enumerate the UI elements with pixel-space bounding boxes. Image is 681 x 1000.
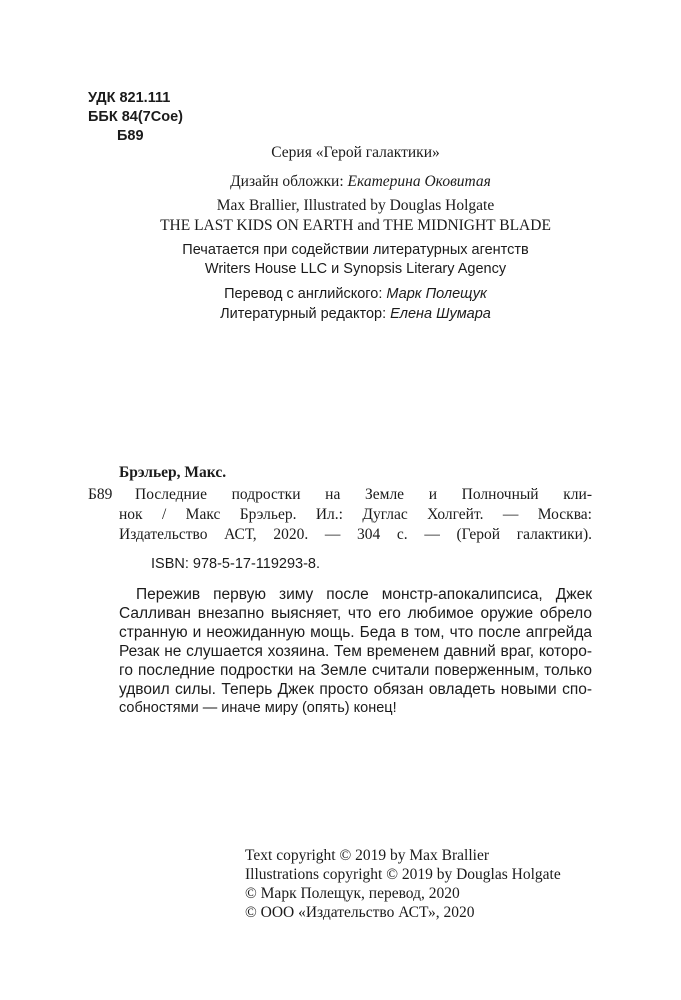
- original-title-line: THE LAST KIDS ON EARTH and THE MIDNIGHT BLADE: [160, 217, 551, 234]
- catalog-description-line-1: [135, 485, 592, 504]
- annotation-text-3: странную и неожиданную мощь. Беда в том, что после апгрейда: [119, 624, 592, 641]
- catalog-description-line-3: [119, 525, 592, 544]
- catalog-description-text-3: Издательство АСТ, 2020. — 304 с. — (Герой галактики).: [119, 526, 592, 543]
- annotation-text-2: Салливан внезапно выясняет, что его любимое оружие обрело: [119, 605, 592, 622]
- series-line: Серия «Герой галактики»: [271, 144, 440, 161]
- annotation-text-6: удвоил силы. Теперь Джек просто обязан овладеть новыми спо-: [119, 681, 592, 698]
- agency-line-1: Печатается при содействии литературных агентств: [182, 242, 529, 258]
- copyright-line-3: © Марк Полещук, перевод, 2020: [245, 885, 460, 902]
- editor-label: Литературный редактор:: [220, 306, 391, 322]
- catalog-description-line-2: [119, 505, 592, 524]
- catalog-description-text-1: Последние подростки на Земле и Полночный кли-: [135, 486, 592, 503]
- copyright-line-4: © ООО «Издательство АСТ», 2020: [245, 904, 475, 921]
- author-mark: Б89: [117, 128, 144, 144]
- copyright-line-1: Text copyright © 2019 by Max Brallier: [245, 847, 490, 864]
- cover-design-line: [20, 172, 681, 191]
- annotation-text-4: Резак не слушается хозяина. Тем временем давний враг, которо-: [119, 643, 592, 660]
- annotation-line-2: [119, 604, 592, 623]
- copyright-line-2: Illustrations copyright © 2019 by Douglas Holgate: [245, 866, 561, 883]
- agency-line-2: Writers House LLC и Synopsis Literary Agency: [204, 261, 507, 277]
- original-author-line: Max Brallier, Illustrated by Douglas Holgate: [216, 197, 495, 214]
- annotation-line-7: собностями — иначе миру (опять) конец!: [119, 700, 397, 716]
- translator-name: Марк Полещук: [386, 286, 487, 302]
- isbn-line: ISBN: 978-5-17-119293-8.: [151, 556, 321, 572]
- catalog-description-text-2: нок / Макс Брэльер. Ил.: Дуглас Холгейт. — Москва:: [119, 506, 592, 523]
- catalog-mark: Б89: [88, 486, 113, 503]
- cover-design-label: Дизайн обложки:: [230, 173, 348, 190]
- translator-line: [15, 285, 681, 304]
- editor-line: [15, 305, 681, 324]
- bbk-code: ББК 84(7Сое): [88, 109, 183, 125]
- annotation-line-4: [119, 642, 592, 661]
- annotation-text-1: Пережив первую зиму после монстр-апокалипсиса, Джек: [136, 586, 592, 603]
- annotation-line-1: [136, 585, 592, 604]
- annotation-text-5: го последние подростки на Земле считали поверженным, только: [119, 662, 592, 679]
- udk-code: УДК 821.111: [88, 90, 171, 106]
- translator-label: Перевод с английского:: [224, 286, 387, 302]
- annotation-line-5: [119, 661, 592, 680]
- annotation-line-6: [119, 680, 592, 699]
- editor-name: Елена Шумара: [390, 306, 491, 322]
- annotation-line-3: [119, 623, 592, 642]
- catalog-author-heading: Брэльер, Макс.: [119, 464, 227, 481]
- cover-design-name: Екатерина Оковитая: [347, 173, 491, 190]
